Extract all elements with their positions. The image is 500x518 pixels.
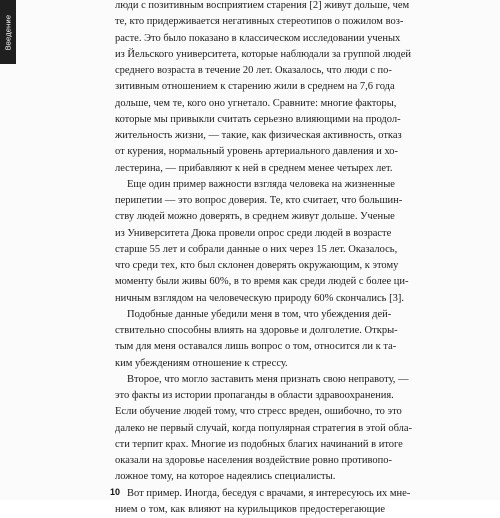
text-line: расте. Это было показано в классическом исследовании ученых [115, 32, 401, 44]
text-line: которые мы привыкли считать серьезно влияющими на продол- [115, 113, 401, 125]
text-line: сти терпит крах. Многие из подобных благих начинаний в итоге [115, 438, 403, 450]
text-line: Еще один пример важности взгляда человека на жизненные [127, 178, 395, 190]
text-line: оказали на здоровье населения воздействие ровно противопо- [115, 455, 393, 466]
text-line: ствительно способны влиять на здоровье и долголетие. Откры- [115, 325, 398, 336]
text-line: те, кто придерживается негативных стереотипов о пожилом воз- [115, 16, 404, 28]
text-line: ничным взглядом на человеческую природу 60% скончались [3]. [115, 292, 404, 304]
text-line: тым для меня оставался лишь вопрос о том, относится ли к та- [115, 341, 397, 353]
body-text [115, 0, 413, 518]
text-line: Подобные данные убедили меня в том, что убеждения дей- [127, 308, 392, 320]
running-head-text: Введение [3, 14, 13, 50]
running-head [0, 0, 16, 64]
text-line: Второе, что могло заставить меня признать свою неправоту, — [127, 373, 409, 385]
text-line: среднего возраста в течение 20 лет. Оказалось, что люди с по- [115, 65, 392, 76]
text-line: зитивным отношением к старению жили в среднем на 7,6 года [115, 81, 395, 93]
text-line: от курения, нормальный уровень артериального давления и хо- [115, 146, 399, 158]
text-line: из Университета Дюка провели опрос среди людей в возрасте [115, 227, 392, 239]
text-line: далеко не первый случай, когда популярная стратегия в этой обла- [115, 422, 413, 434]
text-line: Если обучение людей тому, что стресс вреден, ошибочно, то это [115, 406, 402, 418]
text-line: моменту были живы 60%, в то время как среди людей с более ци- [115, 276, 409, 288]
text-line: перипетии — это вопрос доверия. Те, кто считает, что большин- [115, 195, 403, 206]
text-line: что среди тех, кто был склонен доверять окружающим, к этому [115, 260, 399, 271]
page-number: 10 [110, 487, 121, 497]
text-line: это факты из истории пропаганды в области здравоохранения. [115, 390, 394, 401]
text-line: Вот пример. Иногда, беседуя с врачами, я интересуюсь их мне- [127, 487, 411, 499]
text-line: из Йельского университета, которые наблюдали за группой людей [115, 48, 411, 60]
text-line: лестерина, — прибавляют к ней в среднем менее четырех лет. [115, 162, 393, 174]
text-line: нием о том, как влияют на курильщиков предостерегающие [115, 503, 385, 515]
text-line: ким убеждениям отношение к стрессу. [115, 357, 288, 369]
text-line: дольше, чем те, кого оно угнетало. Сравните: многие факторы, [115, 97, 397, 109]
text-line: ложное тому, на которое надеялись специалисты. [115, 471, 336, 483]
text-line: старше 55 лет и собрали данные о них через 15 лет. Оказалось, [115, 243, 398, 255]
text-line: жительность жизни, — такие, как физическая активность, отказ [115, 130, 402, 141]
text-line: ству людей можно доверять, в среднем живут дольше. Ученые [115, 211, 395, 223]
text-line: люди с позитивным восприятием старения [2] живут дольше, чем [115, 0, 410, 11]
